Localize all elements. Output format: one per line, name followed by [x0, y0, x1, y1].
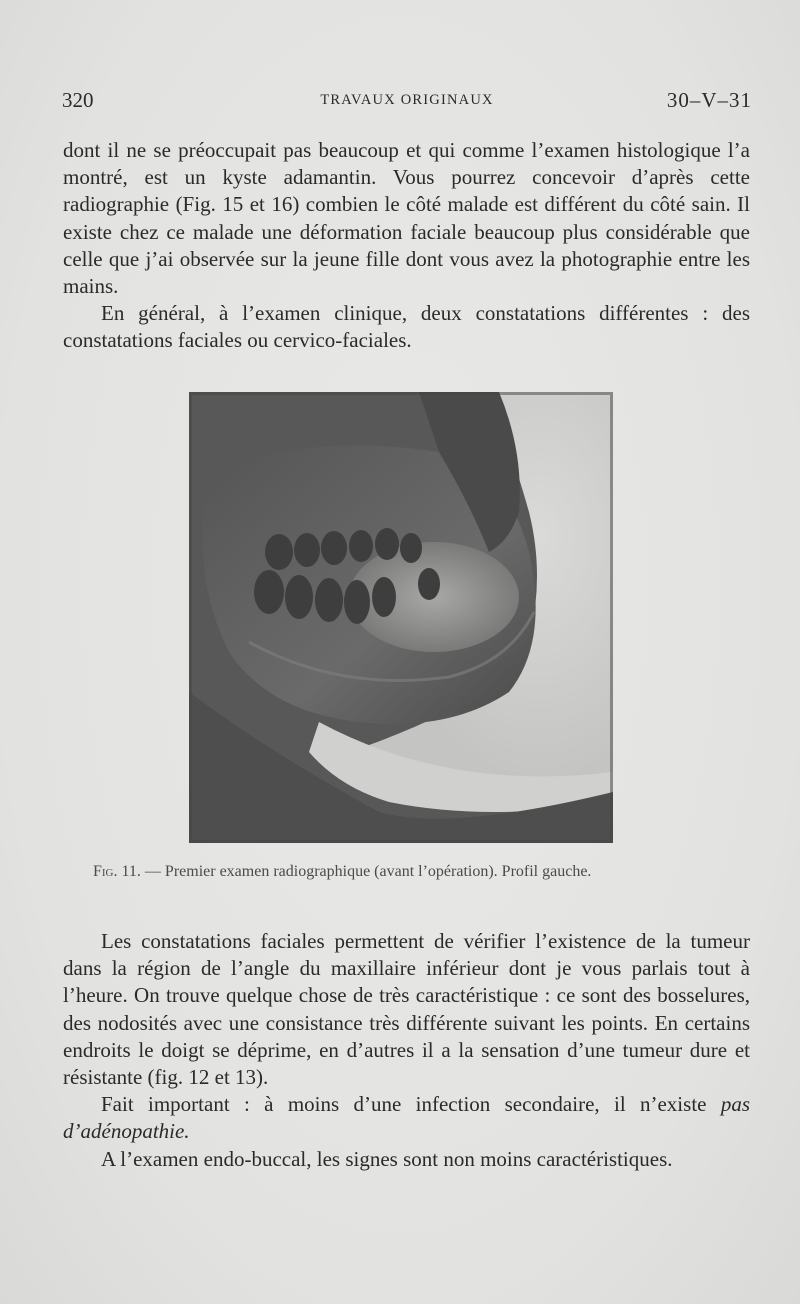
paragraph: Les constatations faciales permettent de vérifier l’existence de la tumeur dans la région de l’angle du maxillaire inférieur dont je vous parlais tout à l’heure. On trouve quelque chose de très caractéristique : ce sont des bosselures, des nodosités avec une consistance très différente suivant les points. En certains endroits le doigt se déprime, en d’autres il a la sensation d’une tumeur dure et résistante (fig. 12 et 13). — [63, 929, 750, 1090]
body-text-bottom — [63, 928, 750, 1173]
page-number: 320 — [62, 88, 94, 112]
paragraph: A l’examen endo-buccal, les signes sont non moins caractéristiques. — [101, 1146, 673, 1171]
paragraph — [63, 1091, 750, 1145]
running-title: TRAVAUX ORIGINAUX — [320, 92, 494, 108]
radiograph-image — [189, 392, 613, 843]
paragraph-text: Fait important : à moins d’une infection secondaire, il n’existe — [101, 1092, 707, 1117]
caption-text: Premier examen radiographique (avant l’opération). Profil gauche. — [164, 863, 592, 880]
issue-date: 30–V–31 — [666, 88, 752, 112]
radiograph-figure — [189, 392, 613, 843]
running-head — [62, 88, 752, 114]
paragraph: En général, à l’examen clinique, deux constatations différentes : des constatations faciales ou cervico-faciales. — [63, 301, 750, 353]
figure-number: 11. — [121, 863, 141, 880]
figure-label: Fig. — [93, 863, 118, 880]
caption-dash: — — [144, 863, 161, 880]
paragraph: dont il ne se préoccupait pas beaucoup et qui comme l’examen histologique l’a montré, est un kyste adamantin. Vous pourrez concevoir d’après cette radiographie (Fig. 15 et 16) combien le côté malade est différent du côté sain. Il existe chez ce malade une déformation faciale beaucoup plus considérable que celle que j’ai observée sur la jeune fille dont vous avez la photographie entre les mains. — [63, 138, 750, 299]
figure-caption — [63, 861, 750, 882]
body-text-top — [63, 137, 750, 355]
emphasis-text: pas d’adénopathie. — [63, 1092, 751, 1144]
